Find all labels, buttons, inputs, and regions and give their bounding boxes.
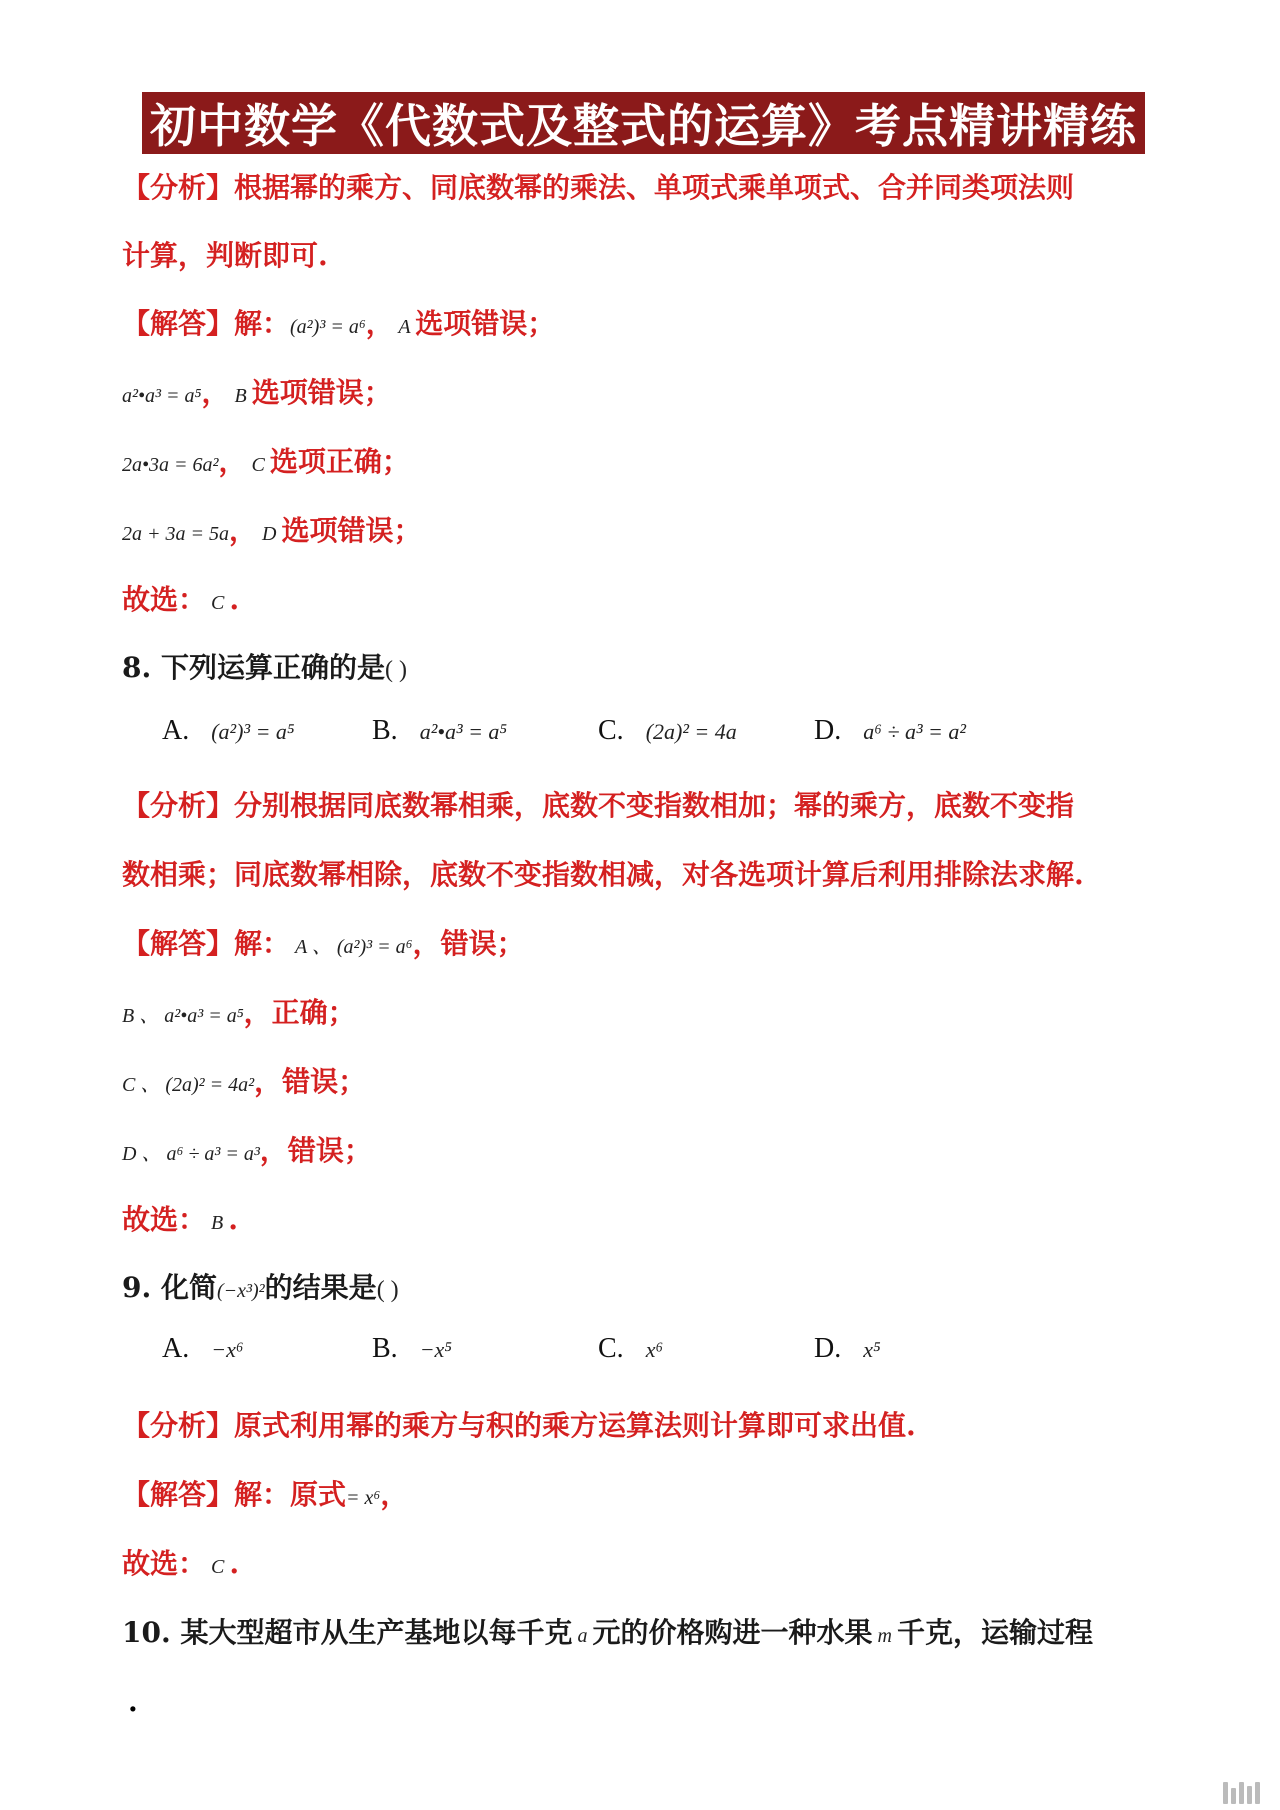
text-run: 【分析】根据幂的乘方、同底数幂的乘法、单项式乘单项式、合并同类项法则 [122,171,1075,204]
q9-option-b: B. −x⁵ [372,1333,452,1364]
text-line [122,168,1074,208]
q8-option-b: B. a²•a³ = a⁵ [372,715,508,746]
text-run: ，错误； [412,927,525,960]
math-expression: D [257,523,282,545]
text-run: 故选： [122,1203,207,1236]
title-banner [142,92,1145,154]
text-run: ，错误； [254,1065,367,1098]
q8-option-a: A. (a²)³ = a⁵ [162,715,295,746]
text-line [122,1062,366,1105]
text-line [122,1200,238,1243]
text-line [122,855,1084,895]
math-expression: ( ) [376,1277,399,1303]
math-expression: a [572,1625,593,1647]
text-run: 数相乘；同底数幂相除，底数不变指数相减，对各选项计算后利用排除法求解. [122,858,1084,891]
text-line [122,1406,916,1446]
text-run: ， [380,1478,409,1511]
math-expression: B 、 a²•a³ = a⁵ [122,1005,244,1027]
math-expression: C [206,1556,230,1578]
text-run: 9. 化简 [122,1271,217,1304]
text-run: 元的价格购进一种水果 [592,1616,873,1649]
math-expression: m [872,1625,897,1647]
text-run: 【解答】解： [122,927,291,960]
text-run: 10. 某大型超市从生产基地以每千克 [122,1616,573,1649]
math-expression: B [206,1212,229,1234]
text-run: ， [201,376,230,409]
text-run: 故选： [122,1547,207,1580]
math-expression: 2a + 3a = 5a [122,523,229,545]
q9-option-d: D. x⁵ [814,1333,881,1364]
text-line [122,1613,1093,1656]
q8-option-d: D. a⁶ ÷ a³ = a² [814,715,966,746]
text-line [122,1268,399,1311]
text-run: . [229,583,240,616]
watermark-icon [1223,1782,1260,1804]
math-expression: B [229,385,252,407]
math-expression: = x⁶ [346,1487,381,1509]
text-line [122,924,525,967]
text-line [122,1475,408,1518]
text-run: ， [365,307,394,340]
text-line [122,442,410,485]
text-line [122,993,356,1036]
text-line [122,786,1074,826]
math-expression: a²•a³ = a⁵ [122,385,202,407]
text-run: 故选： [122,583,207,616]
text-line [122,1131,372,1174]
text-line [122,304,555,347]
q9-option-c: C. x⁶ [598,1333,664,1364]
text-run: ，错误； [259,1134,372,1167]
text-run: 千克，运输过程 [896,1616,1093,1649]
text-run: 选项错误； [415,307,556,340]
text-run: ， [218,445,247,478]
text-run: 计算，判断即可. [122,239,328,272]
math-expression: D 、 a⁶ ÷ a³ = a³ [122,1143,260,1165]
text-line [122,580,239,623]
text-run: 【分析】原式利用幂的乘方与积的乘方运算法则计算即可求出值. [122,1409,916,1442]
text-run: 的结果是 [264,1271,377,1304]
text-run: . [228,1203,238,1236]
math-expression: 2a•3a = 6a² [122,454,219,476]
text-line [122,511,421,554]
math-expression: A 、 (a²)³ = a⁶ [290,936,413,958]
math-expression: C [206,592,230,614]
text-run: 【解答】解： [122,307,291,340]
text-line [122,1544,239,1587]
text-line [122,648,407,690]
text-line [122,236,328,276]
text-run: 【分析】分别根据同底数幂相乘，底数不变指数相加；幂的乘方，底数不变指 [122,789,1075,822]
text-line [122,373,392,416]
page-title: 初中数学《代数式及整式的运算》考点精讲精练 [150,99,1137,153]
text-run: 选项错误； [251,376,392,409]
math-expression: C 、 (2a)² = 4a² [122,1074,255,1096]
q8-option-c: C. (2a)² = 4a [598,715,737,746]
math-expression: ( ) [384,657,407,683]
text-run: . [229,1547,240,1580]
text-run: 选项正确； [269,445,410,478]
math-expression: A [393,316,416,338]
trailing-dot: . [128,1685,138,1718]
math-expression: C [246,454,270,476]
math-expression: (−x³)² [216,1280,265,1302]
text-run: 8. 下列运算正确的是 [122,651,385,684]
math-expression: (a²)³ = a⁶ [290,316,366,338]
q9-option-a: A. −x⁶ [162,1333,244,1364]
text-run: ，正确； [243,996,356,1029]
text-run: ， [229,514,258,547]
text-run: 选项错误； [281,514,422,547]
text-run: 【解答】解：原式 [122,1478,347,1511]
